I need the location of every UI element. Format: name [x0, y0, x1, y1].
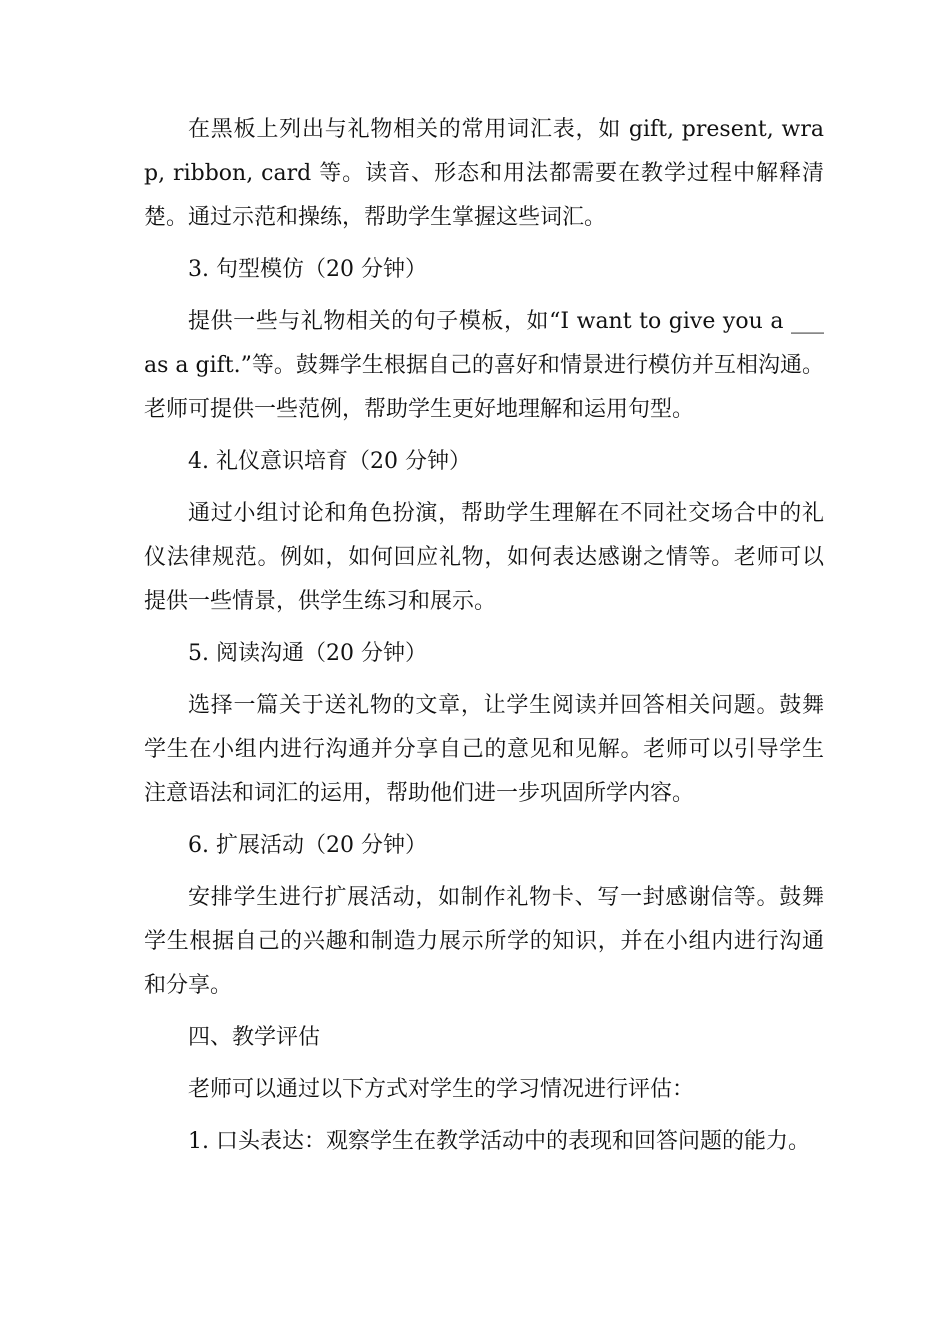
heading-evaluation: 四、教学评估: [188, 1025, 321, 1050]
paragraph-etiquette: 通过小组讨论和角色扮演，帮助学生理解在不同社交场合中的礼仪法律规范。例如，如何回应礼物，如何表达感谢之情等。老师可以提供一些情景，供学生练习和展示。: [144, 501, 824, 614]
list-item-oral-expression: 1. 口头表达：观察学生在教学活动中的表现和回答问题的能力。: [188, 1129, 810, 1154]
paragraph-vocabulary: 在黑板上列出与礼物相关的常用词汇表，如 gift, present, wrap, ribbon, card 等。读音、形态和用法都需要在教学过程中解释清楚。通过示范和操练，帮助学生掌握这些词汇。: [144, 117, 824, 230]
paragraph-reading: 选择一篇关于送礼物的文章，让学生阅读并回答相关问题。鼓舞学生在小组内进行沟通并分享自己的意见和见解。老师可以引导学生注意语法和词汇的运用，帮助他们进一步巩固所学内容。: [144, 693, 824, 806]
heading-reading: 5. 阅读沟通（20 分钟）: [188, 641, 427, 666]
heading-sentence-imitation: 3. 句型模仿（20 分钟）: [188, 257, 427, 282]
paragraph-extension: 安排学生进行扩展活动，如制作礼物卡、写一封感谢信等。鼓舞学生根据自己的兴趣和制造力展示所学的知识，并在小组内进行沟通和分享。: [144, 885, 824, 998]
document-body: [144, 108, 824, 1172]
heading-etiquette: 4. 礼仪意识培育（20 分钟）: [188, 449, 471, 474]
paragraph-evaluation-intro: 老师可以通过以下方式对学生的学习情况进行评估：: [188, 1077, 695, 1102]
heading-extension: 6. 扩展活动（20 分钟）: [188, 833, 427, 858]
paragraph-sentence-imitation: 提供一些与礼物相关的句子模板，如“I want to give you a ___ as a gift.”等。鼓舞学生根据自己的喜好和情景进行模仿并互相沟通。老师可提供一些范例，帮助学生更好地理解和运用句型。: [144, 309, 824, 422]
